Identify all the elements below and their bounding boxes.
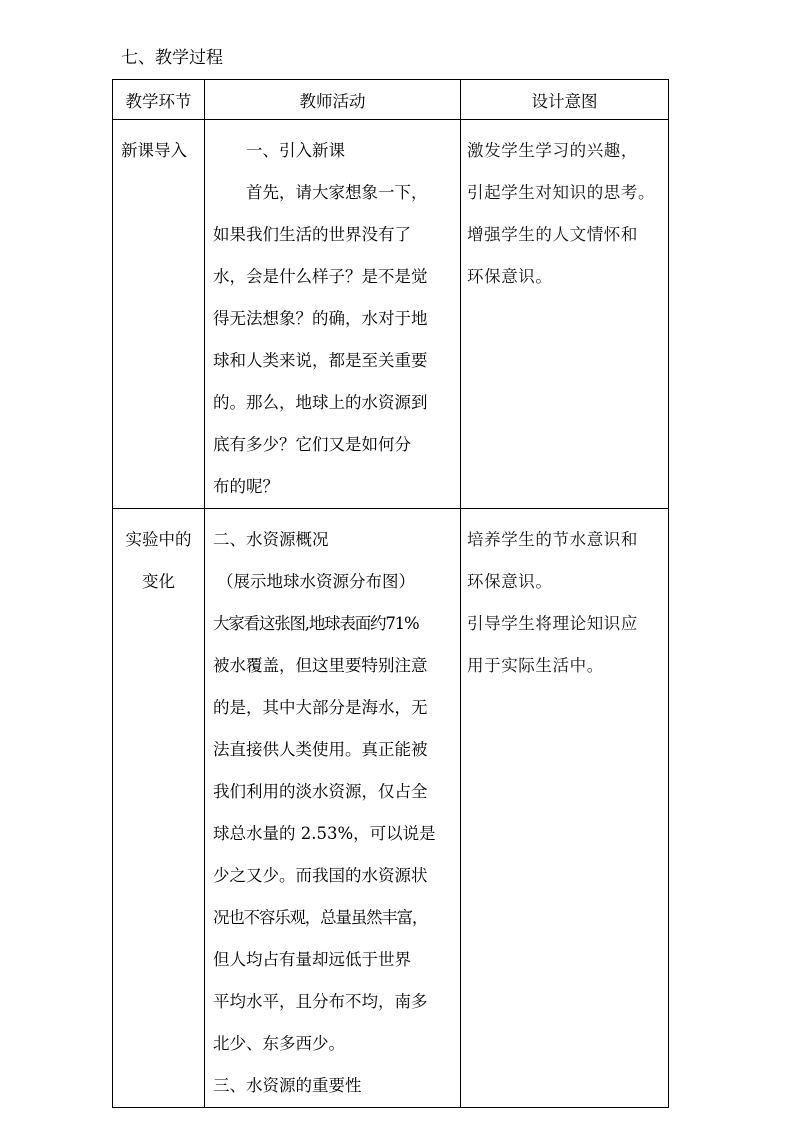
activity-line: 水，会是什么样子？是不是觉: [213, 267, 428, 286]
header-stage: 教学环节: [113, 80, 205, 120]
activity-line: 得无法想象？的确，水对于地: [213, 309, 428, 328]
table-header-row: [113, 80, 669, 120]
activity-line: 底有多少？它们又是如何分: [213, 435, 411, 454]
activity-line: 平均水平，且分布不均，南多: [213, 992, 428, 1011]
activity-cell: [205, 509, 461, 1108]
activity-line: 布的呢？: [213, 477, 279, 496]
intent-line: 增强学生的人文情怀和: [467, 225, 638, 244]
activity-cell: [205, 120, 461, 509]
intent-line: 环保意识。: [467, 572, 553, 591]
intent-cell: [461, 509, 669, 1108]
intent-line: 培养学生的节水意识和: [467, 530, 638, 549]
activity-line: 一、引入新课: [246, 141, 345, 160]
stage-label: 实验中的: [125, 530, 192, 549]
activity-line: 球总水量的 2.53%，可以说是: [213, 824, 436, 843]
stage-label: 新课导入: [121, 141, 187, 160]
activity-line: 的。那么，地球上的水资源到: [213, 393, 428, 412]
header-teacher-activity: 教师活动: [205, 80, 461, 120]
activity-line: 大家看这张图,地球表面约71%: [213, 614, 419, 633]
intent-line: 用于实际生活中。: [467, 656, 604, 675]
section-title: 七、教学过程: [121, 48, 223, 68]
activity-line: 被水覆盖，但这里要特别注意: [213, 656, 428, 675]
activity-line: （展示地球水资源分布图）: [217, 572, 415, 591]
stage-cell: [113, 509, 205, 1108]
activity-line: 况也不容乐观，总量虽然丰富，: [213, 908, 428, 927]
table-row: [113, 509, 669, 1108]
activity-line: 首先，请大家想象一下，: [246, 183, 428, 202]
activity-line: 球和人类来说，都是至关重要: [213, 351, 428, 370]
activity-line: 少之又少。而我国的水资源状: [213, 866, 428, 885]
activity-line: 的是，其中大部分是海水，无: [213, 698, 428, 717]
intent-line: 引导学生将理论知识应: [467, 614, 638, 633]
activity-line: 但人均占有量却远低于世界: [213, 950, 411, 969]
intent-cell: [461, 120, 669, 509]
intent-line: 激发学生学习的兴趣，: [467, 141, 638, 160]
teaching-process-table: [112, 79, 669, 1108]
stage-cell: [113, 120, 205, 509]
activity-line: 二、水资源概况: [213, 530, 329, 549]
activity-line: 我们利用的淡水资源，仅占全: [213, 782, 428, 801]
activity-line: 北少、东多西少。: [213, 1034, 345, 1053]
intent-line: 引起学生对知识的思考。: [467, 183, 656, 202]
table-row: [113, 120, 669, 509]
intent-line: 环保意识。: [467, 267, 553, 286]
header-design-intent: 设计意图: [461, 80, 669, 120]
stage-label: 变化: [142, 572, 175, 591]
activity-line: 法直接供人类使用。真正能被: [213, 740, 428, 759]
activity-line: 如果我们生活的世界没有了: [213, 225, 411, 244]
activity-line: 三、水资源的重要性: [213, 1076, 362, 1095]
